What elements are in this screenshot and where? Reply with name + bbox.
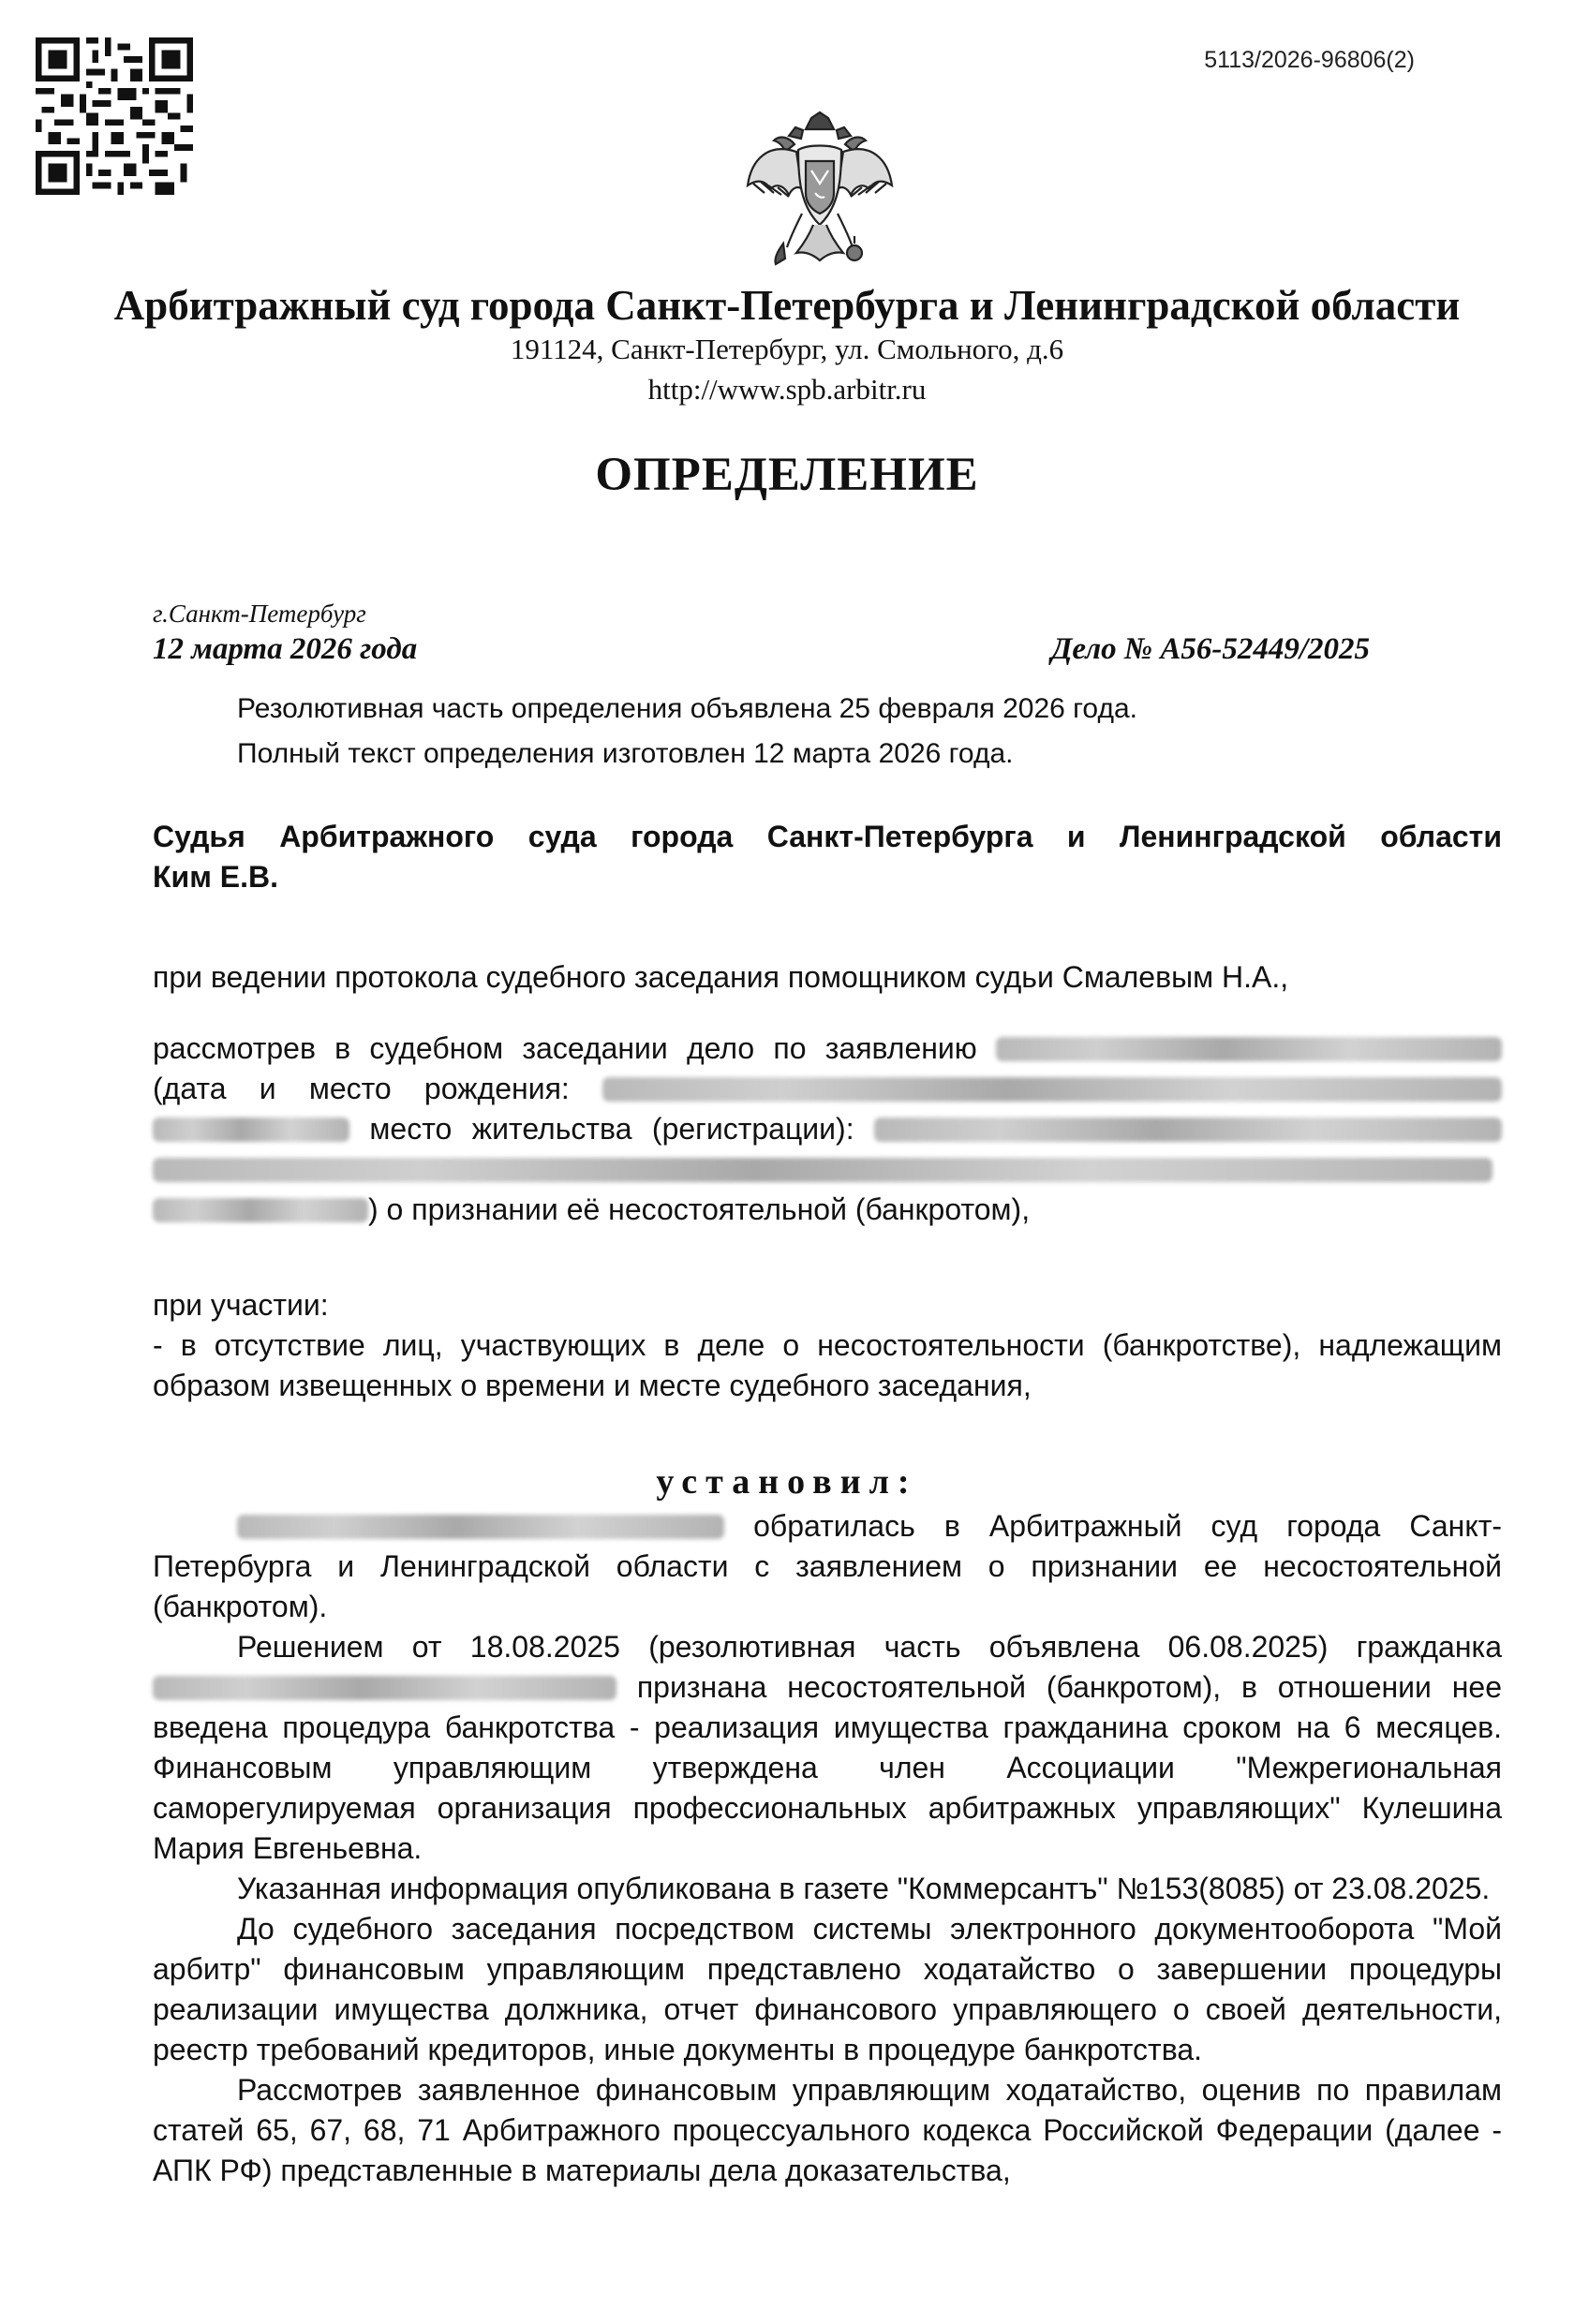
russian-coat-of-arms-icon bbox=[740, 103, 899, 276]
participation-label: при участии: bbox=[153, 1288, 329, 1322]
established-heading: установил: bbox=[656, 1462, 918, 1502]
facts-paragraph-5: Рассмотрев заявленное финансовым управляющим ходатайство, оценив по правилам статей 65, 67, 68, 71 Арбитражного процессуального кодекса Российской Федерации (далее - АПК РФ) представленные в материалы дела доказательства, bbox=[153, 2073, 1502, 2187]
redacted-birth-info-continued bbox=[153, 1118, 349, 1142]
judge-name: Ким Е.В. bbox=[153, 860, 278, 894]
considered-text-2: (дата и место рождения: bbox=[153, 1072, 570, 1105]
considered-text-4: ) о признании её несостоятельной (банкротом), bbox=[368, 1192, 1031, 1226]
redacted-debtor-name-2 bbox=[153, 1676, 616, 1700]
redacted-debtor-name bbox=[237, 1515, 724, 1539]
judge-line: Судья Арбитражного суда города Санкт-Петербурга и Ленинградской области bbox=[153, 820, 1502, 853]
redacted-address bbox=[874, 1118, 1502, 1142]
qr-code-icon bbox=[36, 37, 193, 195]
full-text-prepared-line: Полный текст определения изготовлен 12 марта 2026 года. bbox=[237, 738, 1014, 769]
court-website[interactable]: http://www.spb.arbitr.ru bbox=[647, 373, 927, 406]
protocol-paragraph: при ведении протокола судебного заседания помощником судьи Смалевым Н.А., bbox=[153, 960, 1289, 994]
redacted-name bbox=[996, 1037, 1502, 1061]
considered-text-3: место жительства (регистрации): bbox=[369, 1112, 854, 1146]
facts-paragraph-3: Указанная информация опубликована в газете "Коммерсантъ" №153(8085) от 23.08.2025. bbox=[237, 1872, 1491, 1905]
case-number: Дело № А56-52449/2025 bbox=[1050, 632, 1370, 666]
facts-paragraph-4: До судебного заседания посредством системы электронного документооборота "Мой арбитр" финансовым управляющим представлено ходатайство о завершении процедуры реализации имущества должника, отчет финансового управляющего о своей деятельности, реестр требований кредиторов, иные документы в процедуре банкротства. bbox=[153, 1912, 1502, 2066]
document-date: 12 марта 2026 года bbox=[153, 632, 418, 666]
redacted-birth-info bbox=[602, 1077, 1502, 1102]
considered-text-1: рассмотрев в судебном заседании дело по заявлению bbox=[153, 1031, 977, 1065]
document-title: ОПРЕДЕЛЕНИЕ bbox=[595, 449, 979, 501]
facts-section bbox=[153, 1506, 1502, 2191]
court-address: 191124, Санкт-Петербург, ул. Смольного, д.6 bbox=[510, 333, 1064, 365]
city: г.Санкт-Петербург bbox=[153, 600, 366, 628]
court-name: Арбитражный суд города Санкт-Петербурга и Ленинградской области bbox=[113, 282, 1461, 329]
facts-paragraph-2: Решением от 18.08.2025 (резолютивная часть объявлена 06.08.2025) гражданка признана несостоятельной (банкротом), в отношении нее введена процедура банкротства - реализация имущества гражданина сроком на 6 месяцев. Финансовым управляющим утверждена член Ассоциации "Межрегиональная саморегулируемая организация профессиональных арбитражных управляющих" Кулешина Мария Евгеньевна. bbox=[153, 1630, 1503, 1865]
judge-block bbox=[153, 817, 1502, 897]
redacted-address-end bbox=[153, 1198, 368, 1222]
considered-paragraph bbox=[153, 1029, 1502, 1230]
facts-paragraph-1: обратилась в Арбитражный суд города Санкт-Петербурга и Ленинградской области с заявлением о признании ее несостоятельной (банкротом). bbox=[153, 1509, 1503, 1623]
redacted-address-continued bbox=[153, 1158, 1492, 1182]
document-number: 5113/2026-96806(2) bbox=[1204, 47, 1415, 73]
resolution-announced-line: Резолютивная часть определения объявлена 25 февраля 2026 года. bbox=[237, 693, 1137, 724]
participation-text: - в отсутствие лиц, участвующих в деле о несостоятельности (банкротстве), надлежащим образом извещенных о времени и месте судебного заседания, bbox=[153, 1328, 1502, 1402]
